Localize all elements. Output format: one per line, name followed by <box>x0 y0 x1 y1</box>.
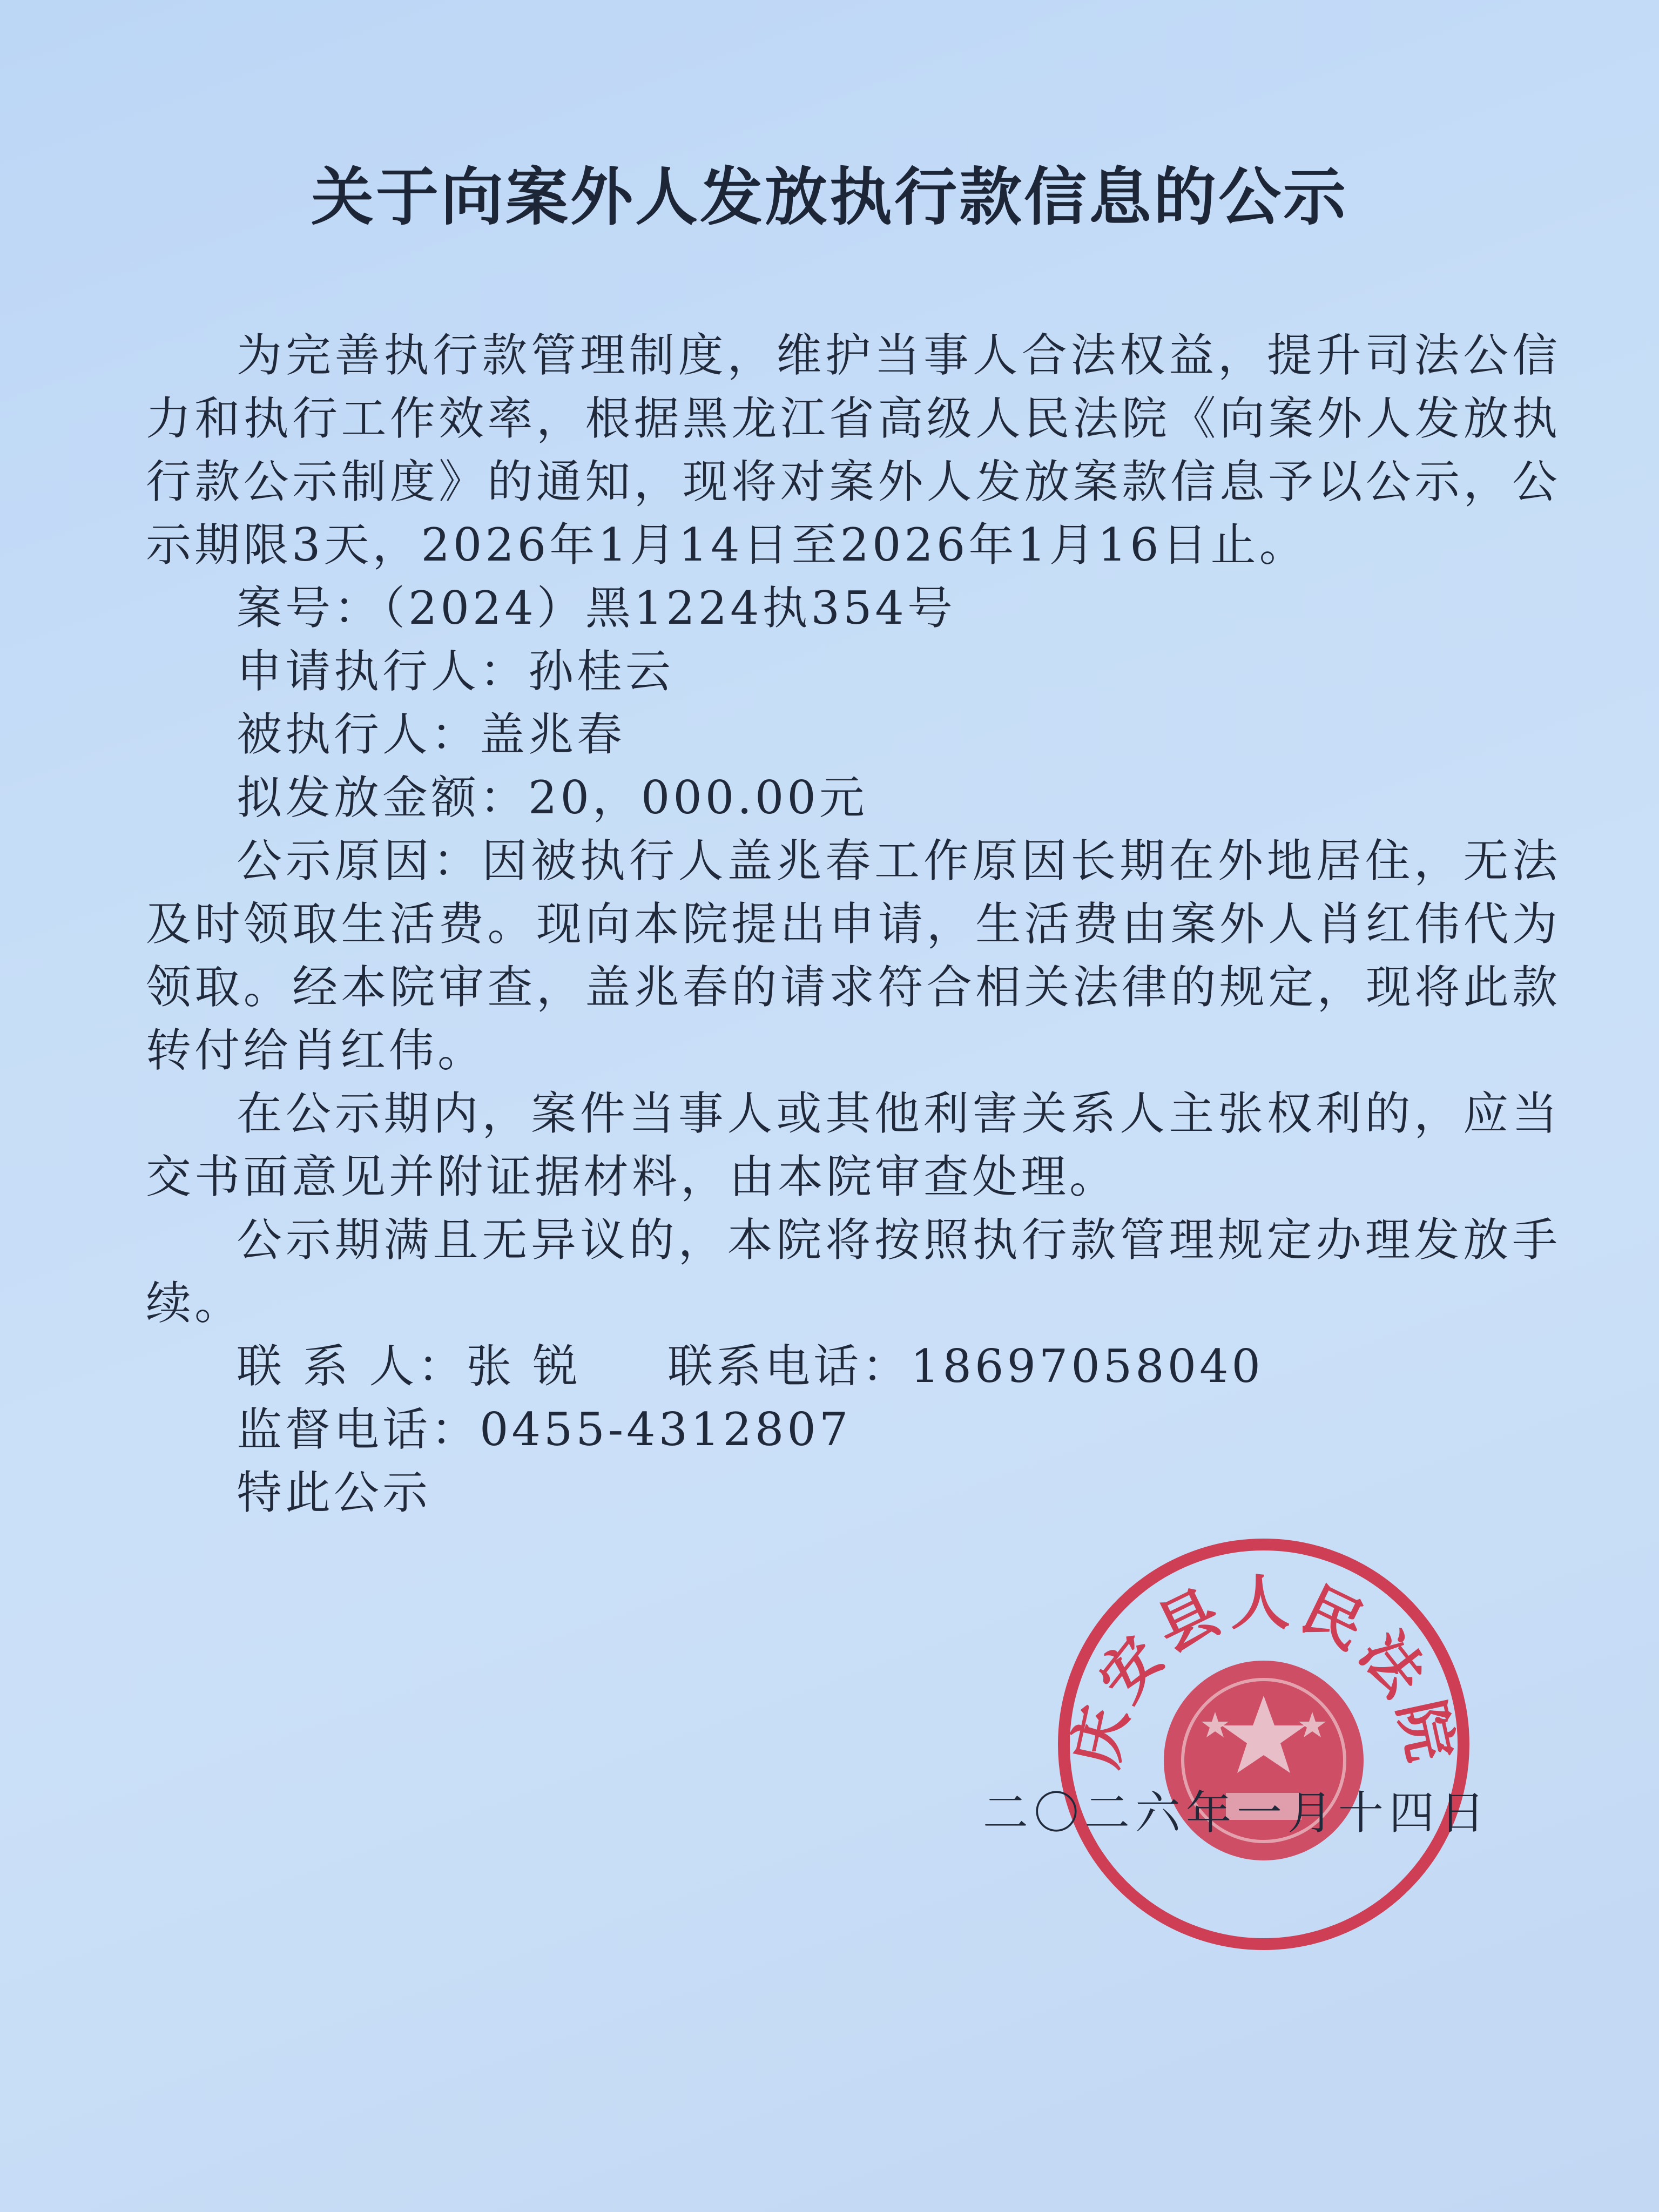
applicant: 申请执行人：孙桂云 <box>237 645 675 698</box>
completion-paragraph: 公示期满且无异议的，本院将按照执行款管理规定办理发放手续。 <box>146 1213 1561 1330</box>
issue-date: 二〇二六年一月十四日 <box>983 1786 1491 1839</box>
contact-line <box>146 1335 1561 1398</box>
court-seal <box>1053 1534 1474 1955</box>
intro-paragraph: 为完善执行款管理制度，维护当事人合法权益，提升司法公信力和执行工作效率，根据黑龙江省高级人民法院《向案外人发放执行款公示制度》的通知，现将对案外人发放案款信息予以公示，公示期限3天，2026年1月14日至2026年1月16日止。 <box>146 329 1561 571</box>
respondent: 被执行人：盖兆春 <box>237 708 626 761</box>
contact-phone: 联系电话：18697058040 <box>667 1340 1264 1393</box>
document-body <box>146 324 1561 1525</box>
contact-person: 联 系 人：张 锐 <box>237 1340 582 1393</box>
supervision-phone: 监督电话：0455-4312807 <box>237 1403 852 1456</box>
amount: 拟发放金额：20，000.00元 <box>237 771 868 824</box>
case-number: 案号：（2024）黑1224执354号 <box>237 582 956 635</box>
seal-text: 庆安县人民法院 <box>1060 1568 1467 1773</box>
reason-paragraph: 公示原因：因被执行人盖兆春工作原因长期在外地居住，无法及时领取生活费。现向本院提出申请，生活费由案外人肖红伟代为领取。经本院审查，盖兆春的请求符合相关法律的规定，现将此款转付给肖红伟。 <box>146 834 1561 1077</box>
document-title: 关于向案外人发放执行款信息的公示 <box>311 161 1348 234</box>
closing-text: 特此公示 <box>237 1466 431 1519</box>
objection-paragraph: 在公示期内，案件当事人或其他利害关系人主张权利的，应当交书面意见并附证据材料，由本院审查处理。 <box>146 1087 1561 1203</box>
